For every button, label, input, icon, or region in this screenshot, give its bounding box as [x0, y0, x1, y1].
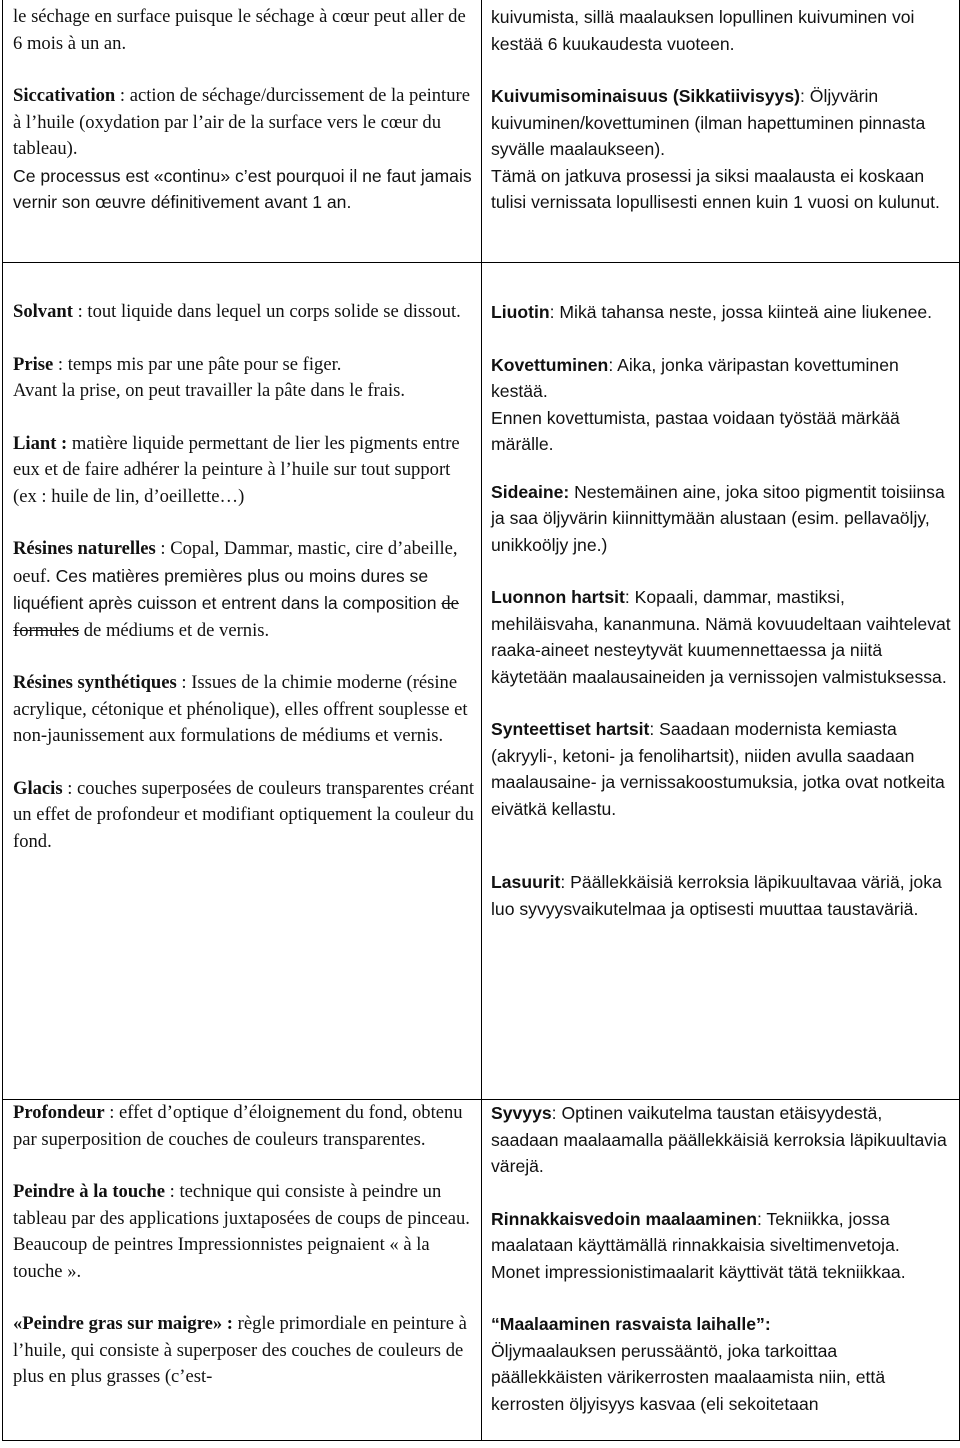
resines-synthetiques-entry [13, 670, 475, 750]
term-luonnon-hartsit: Luonnon hartsit [491, 587, 625, 607]
definition-resines-naturelles-2: Ces matières premières plus ou moins dures se liquéfient après cuisson et entrent dans la composition [13, 565, 442, 613]
kovettuminen-entry [491, 352, 953, 405]
luonnon-hartsit-entry [491, 584, 953, 690]
resines-naturelles-entry [13, 536, 475, 644]
syvyys-entry [491, 1100, 953, 1180]
term-rinnakkaisvedoin: Rinnakkaisvedoin maalaaminen [491, 1208, 757, 1229]
french-cell [3, 0, 482, 263]
liant-entry [13, 431, 475, 511]
definition-siccativation: : action de séchage/durcissement de la peinture à l’huile (oxydation par l’air de la surface vers le cœur du tableau). [13, 85, 470, 159]
peindre-touche-entry [13, 1179, 475, 1285]
definition-liuotin: : Mikä tahansa neste, jossa kiinteä aine liukenee. [549, 302, 933, 322]
rasvaista-laihalle-entry [491, 1311, 953, 1338]
term-prise: Prise [13, 353, 54, 375]
definition-syvyys: : Optinen vaikutelma taustan etäisyydestä, saadaan maalaamalla päällekkäisiä kerroksia läpikuultavia värejä. [491, 1103, 947, 1176]
kuivumis-note: Tämä on jatkuva prosessi ja siksi maalausta ei koskaan tulisi vernissata lopullisesti ennen kuin 1 vuosi on kulunut. [491, 165, 940, 212]
glossary-row-siccativation [3, 0, 960, 263]
struck-text: de formules [13, 593, 459, 641]
definition-lasuurit: : Päällekkäisiä kerroksia läpikuultavaa väriä, joka luo syvyysvaikutelmaa ja optisesti muuttaa taustaväriä. [491, 872, 942, 919]
term-resines-synthetiques: Résines synthétiques [13, 672, 177, 693]
definition-prise: : temps mis par une pâte pour se figer. [53, 353, 342, 375]
gras-sur-maigre-entry [13, 1311, 475, 1391]
prise-note: Avant la prise, on peut travailler la pâte dans le frais. [13, 380, 406, 401]
glossary-table [2, 0, 960, 1441]
definition-solvant: : tout liquide dans lequel un corps solide se dissout. [72, 301, 461, 322]
definition-liant: matière liquide permettant de lier les pigments entre eux et de faire adhérer la peinture à l’huile sur tout support (ex : huile de lin, d’oeillette…) [13, 432, 460, 507]
definition-synteettiset-hartsit: : Saadaan modernista kemiasta (akryyli-, ketoni- ja fenolihartsit), niiden avulla saadaan maalausaine- ja vernissakoostumuksia, jotka ovat notkeita eivätkä kellastu. [491, 719, 945, 819]
term-syvyys: Syvyys [491, 1103, 552, 1123]
term-liuotin: Liuotin [491, 302, 550, 322]
term-peindre-a-la-touche: Peindre à la touche [13, 1181, 166, 1202]
rinnakkaisvedoin-entry [491, 1206, 953, 1286]
term-kovettuminen: Kovettuminen [491, 354, 609, 375]
definition-resines-naturelles-1: : Copal, Dammar, mastic, cire d’abeille, oeuf. [13, 538, 458, 587]
term-profondeur: Profondeur [13, 1102, 105, 1123]
finnish-cell [482, 1100, 960, 1441]
definition-gras-sur-maigre: règle primordiale en peinture à l’huile, qui consiste à superposer des couches de couleurs de plus en plus grasses (c’est- [13, 1313, 467, 1387]
kovettuminen-note: Ennen kovettumista, pastaa voidaan työstää märkää märälle. [491, 407, 900, 454]
term-sideaine: Sideaine: [491, 481, 570, 502]
definition-kovettuminen: : Aika, jonka väripastan kovettuminen kestää. [491, 354, 899, 401]
term-rasvaista-laihalle: “Maalaaminen rasvaista laihalle”: [491, 1314, 771, 1334]
definition-glacis: : couches superposées de couleurs transparentes créant un effet de profondeur et modifiant optiquement la couleur du fond. [13, 777, 475, 852]
definition-resines-naturelles-3: de médiums et de vernis. [79, 619, 270, 641]
finnish-cell [482, 0, 960, 263]
french-cell [3, 263, 482, 1100]
definition-profondeur: : effet d’optique d’éloignement du fond, obtenu par superposition de couches de couleurs transparentes. [13, 1102, 463, 1150]
term-kuivumisominaisuus: Kuivumisominaisuus (Sikkatiivisyys) [491, 86, 800, 106]
siccativation-note: Ce processus est «continu» c’est pourquoi il ne faut jamais vernir son œuvre définitivement avant 1 an. [13, 165, 472, 212]
french-cell [3, 1100, 482, 1441]
liuotin-entry [491, 299, 953, 326]
term-siccativation: Siccativation [13, 85, 116, 106]
glossary-row-materials [3, 263, 960, 1100]
definition-resines-synthetiques: : Issues de la chimie moderne (résine acrylique, cétonique et phénolique), elles offrent souplesse et non-jaunissement aux formulations de médiums et vernis. [13, 672, 468, 746]
term-solvant: Solvant [13, 301, 73, 322]
term-liant: Liant : [13, 432, 68, 454]
profondeur-entry [13, 1100, 475, 1153]
intro-text-fi: kuivumista, sillä maalauksen lopullinen kuivuminen voi kestää 6 kuukaudesta vuoteen. [491, 7, 915, 54]
definition-luonnon-hartsit: : Kopaali, dammar, mastiksi, mehiläisvaha, kananmuna. Nämä kovuudeltaan vaihtelevat raaka-aineet nesteytyvät kuumennettaessa ja niitä käytetään maalausaineiden ja vernissojen valmistuksessa. [491, 587, 951, 687]
synteettiset-hartsit-entry [491, 716, 953, 822]
finnish-cell [482, 263, 960, 1100]
intro-text-fr: le séchage en surface puisque le séchage à cœur peut aller de 6 mois à un an. [13, 6, 466, 54]
siccativation-entry [13, 83, 475, 163]
glossary-row-techniques [3, 1100, 960, 1441]
definition-peindre-a-la-touche: : technique qui consiste à peindre un tableau par des applications juxtaposées de coups de pinceau. Beaucoup de peintres Impressionnistes peignaient « à la touche ». [13, 1181, 470, 1282]
kuivumis-entry [491, 83, 953, 163]
definition-rasvaista-laihalle: Öljymaalauksen perussääntö, joka tarkoittaa päällekkäisten värikerrosten maalaamista niin, että kerrosten öljyisyys kasvaa (eli sekoitetaan [491, 1340, 886, 1414]
term-resines-naturelles: Résines naturelles [13, 538, 156, 559]
definition-rinnakkaisvedoin: : Tekniikka, jossa maalataan käyttämällä rinnakkaisia siveltimenvetoja. Monet impressionistimaalarit käyttivät tätä tekniikkaa. [491, 1208, 906, 1282]
term-synteettiset-hartsit: Synteettiset hartsit [491, 719, 650, 739]
lasuurit-entry [491, 869, 953, 922]
term-glacis: Glacis [13, 777, 63, 799]
sideaine-entry [491, 479, 953, 559]
glacis-entry [13, 776, 475, 856]
definition-sideaine: Nestemäinen aine, joka sitoo pigmentit toisiinsa ja saa öljyvärin kiinnittymään alustaan (esim. pellavaöljy, unikkoöljy jne.) [491, 481, 945, 555]
definition-kuivumisominaisuus: : Öljyvärin kuivuminen/kovettuminen (ilman hapettuminen pinnasta syvälle maalaukseen). [491, 86, 926, 159]
term-lasuurit: Lasuurit [491, 872, 561, 892]
prise-entry [13, 352, 475, 379]
term-gras-sur-maigre: «Peindre gras sur maigre» : [13, 1313, 234, 1334]
solvant-entry [13, 299, 475, 326]
